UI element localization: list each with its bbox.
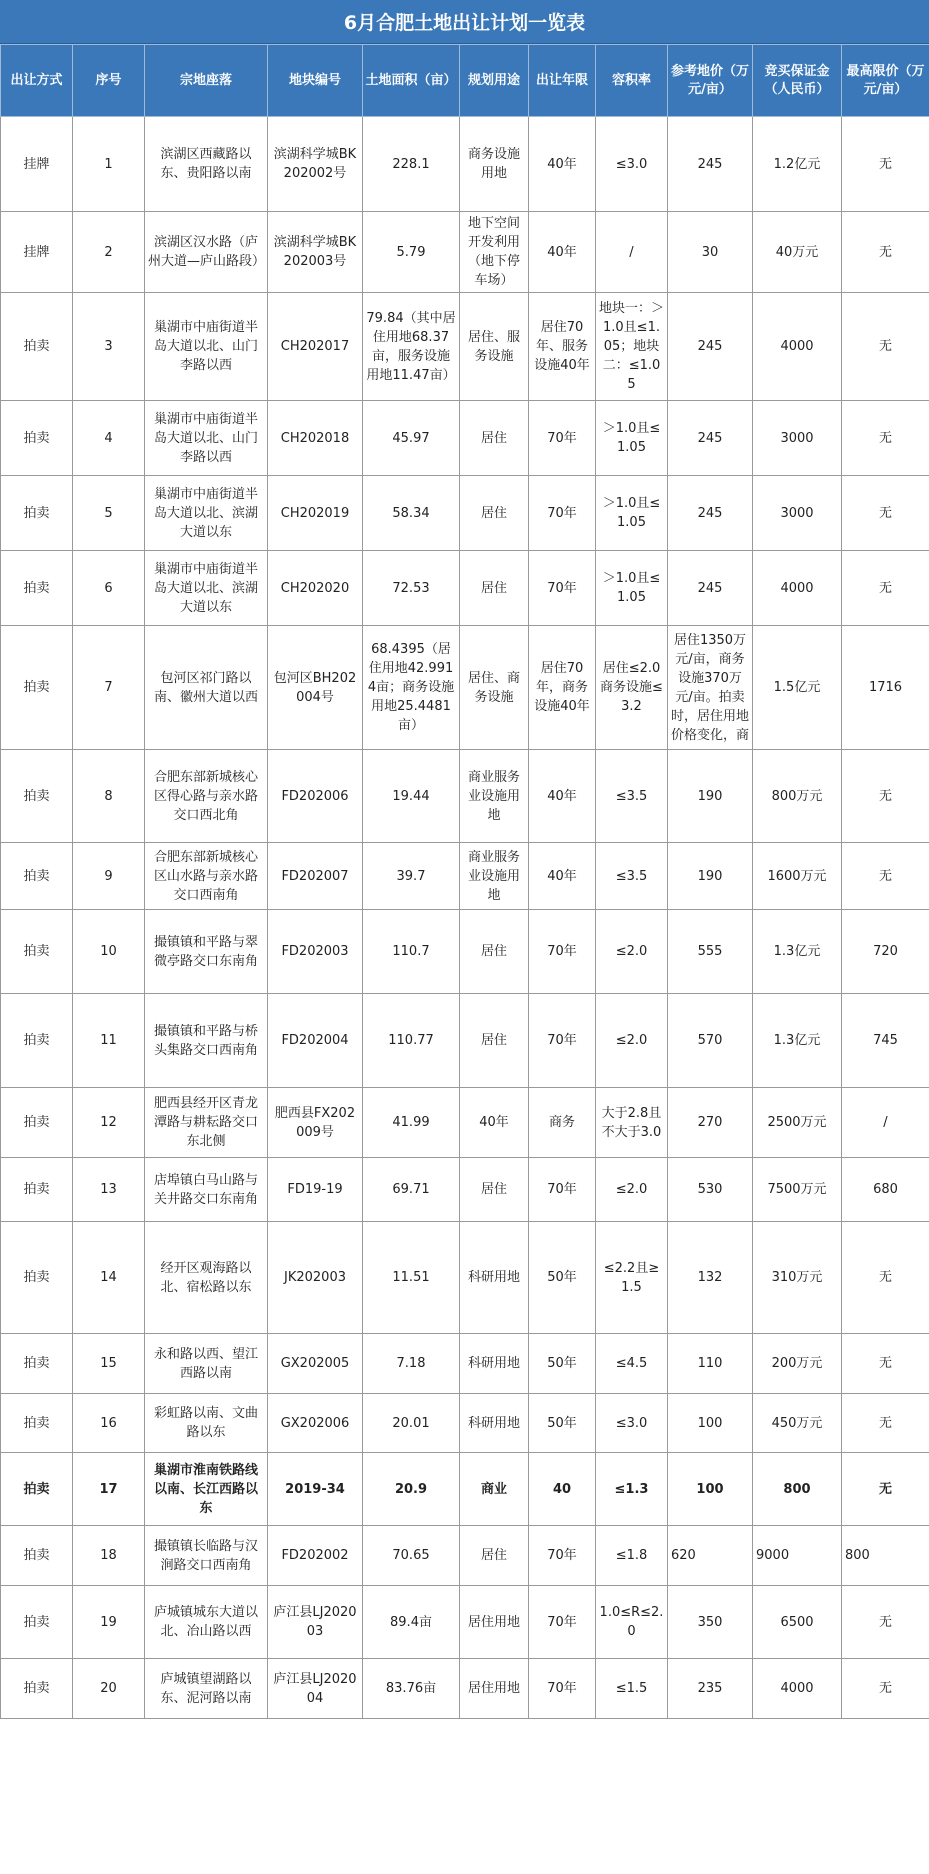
table-cell: ＞1.0且≤1.05 — [596, 401, 668, 476]
table-cell: 挂牌 — [1, 117, 73, 212]
table-cell: 20.9 — [363, 1453, 460, 1526]
table-cell: 20 — [73, 1659, 145, 1719]
table-cell: 39.7 — [363, 843, 460, 910]
table-cell: 800万元 — [753, 750, 842, 843]
table-cell: 530 — [668, 1158, 753, 1222]
table-cell: 7 — [73, 626, 145, 750]
col-header: 序号 — [73, 45, 145, 117]
table-cell: ≤3.5 — [596, 843, 668, 910]
table-cell: 41.99 — [363, 1088, 460, 1158]
table-cell: 巢湖市中庙街道半岛大道以北、滨湖大道以东 — [145, 551, 268, 626]
table-cell: 110 — [668, 1334, 753, 1394]
table-row — [1, 626, 929, 750]
table-cell: 11 — [73, 994, 145, 1088]
table-row — [1, 476, 929, 551]
table-cell: 无 — [842, 117, 929, 212]
table-cell: 110.7 — [363, 910, 460, 994]
table-cell: 地下空间开发利用（地下停车场） — [460, 212, 529, 293]
table-cell: 245 — [668, 551, 753, 626]
table-cell: 科研用地 — [460, 1334, 529, 1394]
table-cell: 经开区观海路以北、宿松路以东 — [145, 1222, 268, 1334]
table-cell: 居住、服务设施 — [460, 293, 529, 401]
table-cell: 16 — [73, 1394, 145, 1453]
table-row — [1, 1158, 929, 1222]
table-cell: 70年 — [529, 1659, 596, 1719]
table-cell: 4 — [73, 401, 145, 476]
col-header: 规划用途 — [460, 45, 529, 117]
table-cell: 70年 — [529, 476, 596, 551]
table-cell: 3000 — [753, 401, 842, 476]
table-row — [1, 212, 929, 293]
table-cell: 72.53 — [363, 551, 460, 626]
table-row — [1, 994, 929, 1088]
table-cell: 无 — [842, 843, 929, 910]
table-cell: FD202003 — [268, 910, 363, 994]
table-cell: 270 — [668, 1088, 753, 1158]
table-cell: 拍卖 — [1, 401, 73, 476]
table-cell: 肥西县经开区青龙潭路与耕耘路交口东北侧 — [145, 1088, 268, 1158]
table-cell: 50年 — [529, 1334, 596, 1394]
table-cell: 13 — [73, 1158, 145, 1222]
table-cell: 680 — [842, 1158, 929, 1222]
table-cell: 1.0≤R≤2.0 — [596, 1586, 668, 1659]
table-cell: 132 — [668, 1222, 753, 1334]
table-cell: 800 — [753, 1453, 842, 1526]
table-cell: 滨湖区西藏路以东、贵阳路以南 — [145, 117, 268, 212]
table-cell: 7500万元 — [753, 1158, 842, 1222]
table-row — [1, 1453, 929, 1526]
table-cell: 70年 — [529, 1526, 596, 1586]
table-cell: 居住、商务设施 — [460, 626, 529, 750]
table-cell: 620 — [668, 1526, 753, 1586]
table-cell: 无 — [842, 551, 929, 626]
table-cell: 70.65 — [363, 1526, 460, 1586]
table-row — [1, 551, 929, 626]
table-cell: 居住 — [460, 994, 529, 1088]
table-cell: 永和路以西、望江西路以南 — [145, 1334, 268, 1394]
table-cell: 50年 — [529, 1394, 596, 1453]
table-cell: ≤2.0 — [596, 994, 668, 1088]
table-cell: 拍卖 — [1, 750, 73, 843]
table-cell: 70年 — [529, 401, 596, 476]
table-cell: 70年 — [529, 994, 596, 1088]
table-cell: 撮镇镇长临路与汉涧路交口西南角 — [145, 1526, 268, 1586]
table-cell: 4000 — [753, 551, 842, 626]
table-cell: 无 — [842, 1659, 929, 1719]
col-header: 参考地价（万元/亩） — [668, 45, 753, 117]
table-cell: 15 — [73, 1334, 145, 1394]
table-row — [1, 117, 929, 212]
table-cell: 合肥东部新城核心区山水路与亲水路交口西南角 — [145, 843, 268, 910]
col-header: 最高限价（万元/亩） — [842, 45, 929, 117]
table-cell: 11.51 — [363, 1222, 460, 1334]
table-cell: 83.76亩 — [363, 1659, 460, 1719]
table-cell: 居住 — [460, 476, 529, 551]
table-cell: 挂牌 — [1, 212, 73, 293]
table-cell: 3 — [73, 293, 145, 401]
table-cell: 居住 — [460, 910, 529, 994]
table-cell: 无 — [842, 293, 929, 401]
table-cell: 70年 — [529, 910, 596, 994]
table-cell: 巢湖市中庙街道半岛大道以北、山门李路以西 — [145, 293, 268, 401]
table-cell: CH202019 — [268, 476, 363, 551]
table-cell: 庐城镇望湖路以东、泥河路以南 — [145, 1659, 268, 1719]
table-row — [1, 1334, 929, 1394]
table-cell: 居住 — [460, 551, 529, 626]
table-cell: 无 — [842, 212, 929, 293]
table-cell: ≤3.0 — [596, 117, 668, 212]
table-cell: 居住1350万元/亩，商务设施370万元/亩。拍卖时，居住用地价格变化，商 — [668, 626, 753, 750]
table-cell: 1.2亿元 — [753, 117, 842, 212]
col-header: 土地面积（亩） — [363, 45, 460, 117]
table-cell: 350 — [668, 1586, 753, 1659]
table-cell: 310万元 — [753, 1222, 842, 1334]
table-row — [1, 1088, 929, 1158]
table-cell: 拍卖 — [1, 1222, 73, 1334]
table-cell: 10 — [73, 910, 145, 994]
table-cell: 拍卖 — [1, 1659, 73, 1719]
table-cell: ≤2.0 — [596, 910, 668, 994]
table-cell: 居住70年，商务设施40年 — [529, 626, 596, 750]
table-cell: ＞1.0且≤1.05 — [596, 551, 668, 626]
table-cell: 2 — [73, 212, 145, 293]
table-cell: 40年 — [529, 117, 596, 212]
table-cell: 5 — [73, 476, 145, 551]
table-cell: GX202005 — [268, 1334, 363, 1394]
table-cell: 无 — [842, 476, 929, 551]
table-cell: 拍卖 — [1, 476, 73, 551]
table-cell: 110.77 — [363, 994, 460, 1088]
col-header: 容积率 — [596, 45, 668, 117]
table-cell: 17 — [73, 1453, 145, 1526]
table-cell: 5.79 — [363, 212, 460, 293]
table-cell: FD19-19 — [268, 1158, 363, 1222]
table-cell: 555 — [668, 910, 753, 994]
table-cell: 居住 — [460, 1158, 529, 1222]
table-cell: 拍卖 — [1, 843, 73, 910]
table-cell: 450万元 — [753, 1394, 842, 1453]
table-cell: 40年 — [529, 843, 596, 910]
table-cell: 商务设施用地 — [460, 117, 529, 212]
table-cell: 70年 — [529, 1158, 596, 1222]
table-row — [1, 910, 929, 994]
table-cell: 4000 — [753, 293, 842, 401]
table-row — [1, 843, 929, 910]
table-cell: 居住用地 — [460, 1586, 529, 1659]
table-cell: 滨湖科学城BK202002号 — [268, 117, 363, 212]
table-cell: 大于2.8且不大于3.0 — [596, 1088, 668, 1158]
table-cell: ≤2.0 — [596, 1158, 668, 1222]
table-row — [1, 1586, 929, 1659]
table-cell: 巢湖市淮南铁路线以南、长江西路以东 — [145, 1453, 268, 1526]
table-cell: ≤3.5 — [596, 750, 668, 843]
table-cell: 40 — [529, 1453, 596, 1526]
table-cell: ≤3.0 — [596, 1394, 668, 1453]
table-cell: 9000 — [753, 1526, 842, 1586]
table-cell: 拍卖 — [1, 910, 73, 994]
table-row — [1, 1659, 929, 1719]
table-cell: 235 — [668, 1659, 753, 1719]
table-cell: 18 — [73, 1526, 145, 1586]
table-cell: 商务 — [529, 1088, 596, 1158]
table-cell: 滨湖区汉水路（庐州大道—庐山路段） — [145, 212, 268, 293]
table-cell: 拍卖 — [1, 1158, 73, 1222]
table-cell: 245 — [668, 476, 753, 551]
table-cell: 1.3亿元 — [753, 910, 842, 994]
table-cell: 19.44 — [363, 750, 460, 843]
table-cell: JK202003 — [268, 1222, 363, 1334]
table-cell: ≤1.8 — [596, 1526, 668, 1586]
table-cell: 拍卖 — [1, 293, 73, 401]
table-cell: 居住 — [460, 1526, 529, 1586]
table-cell: FD202002 — [268, 1526, 363, 1586]
table-cell: / — [842, 1088, 929, 1158]
table-cell: ＞1.0且≤1.05 — [596, 476, 668, 551]
table-cell: 撮镇镇和平路与桥头集路交口西南角 — [145, 994, 268, 1088]
table-cell: CH202017 — [268, 293, 363, 401]
table-cell: 570 — [668, 994, 753, 1088]
table-cell: 无 — [842, 1586, 929, 1659]
table-cell: 拍卖 — [1, 1526, 73, 1586]
table-cell: 拍卖 — [1, 1453, 73, 1526]
table-cell: CH202018 — [268, 401, 363, 476]
col-header: 出让方式 — [1, 45, 73, 117]
table-cell: 190 — [668, 843, 753, 910]
table-cell: 居住用地 — [460, 1659, 529, 1719]
table-cell: 商业服务业设施用地 — [460, 843, 529, 910]
table-cell: 包河区祁门路以南、徽州大道以西 — [145, 626, 268, 750]
table-cell: 居住≤2.0商务设施≤3.2 — [596, 626, 668, 750]
table-cell: 745 — [842, 994, 929, 1088]
table-cell: 拍卖 — [1, 551, 73, 626]
col-header: 地块编号 — [268, 45, 363, 117]
header-row — [1, 45, 929, 117]
table-cell: 商业服务业设施用地 — [460, 750, 529, 843]
land-table — [0, 44, 929, 1719]
table-cell: 商业 — [460, 1453, 529, 1526]
page-title: 6月合肥土地出让计划一览表 — [0, 0, 929, 44]
table-cell: 拍卖 — [1, 994, 73, 1088]
table-cell: 245 — [668, 293, 753, 401]
table-row — [1, 1526, 929, 1586]
table-cell: 合肥东部新城核心区得心路与亲水路交口西北角 — [145, 750, 268, 843]
table-cell: 3000 — [753, 476, 842, 551]
table-cell: 69.71 — [363, 1158, 460, 1222]
table-cell: ≤1.3 — [596, 1453, 668, 1526]
table-cell: 79.84（其中居住用地68.37亩，服务设施用地11.47亩） — [363, 293, 460, 401]
table-cell: 拍卖 — [1, 1088, 73, 1158]
table-cell: 100 — [668, 1453, 753, 1526]
table-cell: 245 — [668, 401, 753, 476]
table-cell: 无 — [842, 401, 929, 476]
table-cell: 庐江县LJ202004 — [268, 1659, 363, 1719]
col-header: 出让年限 — [529, 45, 596, 117]
table-cell: 无 — [842, 750, 929, 843]
table-cell: 1.3亿元 — [753, 994, 842, 1088]
table-cell: ≤4.5 — [596, 1334, 668, 1394]
col-header: 竞买保证金（人民币） — [753, 45, 842, 117]
table-cell: 居住70年、服务设施40年 — [529, 293, 596, 401]
table-cell: FD202004 — [268, 994, 363, 1088]
table-cell: FD202007 — [268, 843, 363, 910]
table-cell: 无 — [842, 1334, 929, 1394]
table-cell: 40万元 — [753, 212, 842, 293]
table-cell: 12 — [73, 1088, 145, 1158]
table-cell: 7.18 — [363, 1334, 460, 1394]
table-cell: 20.01 — [363, 1394, 460, 1453]
table-cell: 1.5亿元 — [753, 626, 842, 750]
table-cell: GX202006 — [268, 1394, 363, 1453]
table-cell: 6 — [73, 551, 145, 626]
table-cell: 8 — [73, 750, 145, 843]
table-cell: 720 — [842, 910, 929, 994]
table-cell: 800 — [842, 1526, 929, 1586]
table-cell: 2500万元 — [753, 1088, 842, 1158]
table-cell: 巢湖市中庙街道半岛大道以北、山门李路以西 — [145, 401, 268, 476]
table-cell: 地块一：＞1.0且≤1.05；地块二：≤1.05 — [596, 293, 668, 401]
table-cell: 1600万元 — [753, 843, 842, 910]
table-cell: 19 — [73, 1586, 145, 1659]
table-cell: 居住 — [460, 401, 529, 476]
table-cell: 70年 — [529, 1586, 596, 1659]
table-cell: 200万元 — [753, 1334, 842, 1394]
table-cell: 庐城镇城东大道以北、冶山路以西 — [145, 1586, 268, 1659]
table-cell: 1 — [73, 117, 145, 212]
table-cell: 无 — [842, 1453, 929, 1526]
table-cell: 6500 — [753, 1586, 842, 1659]
table-cell: 70年 — [529, 551, 596, 626]
table-row — [1, 1394, 929, 1453]
table-cell: 拍卖 — [1, 1334, 73, 1394]
table-row — [1, 1222, 929, 1334]
table-cell: 30 — [668, 212, 753, 293]
table-cell: 拍卖 — [1, 1586, 73, 1659]
table-cell: 2019-34 — [268, 1453, 363, 1526]
table-cell: 无 — [842, 1222, 929, 1334]
table-cell: ≤1.5 — [596, 1659, 668, 1719]
table-cell: 撮镇镇和平路与翠微亭路交口东南角 — [145, 910, 268, 994]
table-cell: 4000 — [753, 1659, 842, 1719]
table-cell: 68.4395（居住用地42.9914亩；商务设施用地25.4481亩） — [363, 626, 460, 750]
table-cell: 无 — [842, 1394, 929, 1453]
table-cell: FD202006 — [268, 750, 363, 843]
table-cell: 拍卖 — [1, 626, 73, 750]
table-row — [1, 401, 929, 476]
table-cell: 9 — [73, 843, 145, 910]
table-cell: 拍卖 — [1, 1394, 73, 1453]
table-cell: 100 — [668, 1394, 753, 1453]
table-cell: 45.97 — [363, 401, 460, 476]
table-cell: 228.1 — [363, 117, 460, 212]
table-cell: 科研用地 — [460, 1394, 529, 1453]
table-cell: 89.4亩 — [363, 1586, 460, 1659]
table-cell: 245 — [668, 117, 753, 212]
table-row — [1, 293, 929, 401]
table-cell: CH202020 — [268, 551, 363, 626]
col-header: 宗地座落 — [145, 45, 268, 117]
table-cell: 巢湖市中庙街道半岛大道以北、滨湖大道以东 — [145, 476, 268, 551]
table-cell: 40年 — [529, 212, 596, 293]
table-cell: 滨湖科学城BK202003号 — [268, 212, 363, 293]
table-cell: 店埠镇白马山路与关井路交口东南角 — [145, 1158, 268, 1222]
table-cell: 40年 — [460, 1088, 529, 1158]
table-cell: 1716 — [842, 626, 929, 750]
table-cell: 40年 — [529, 750, 596, 843]
table-cell: 科研用地 — [460, 1222, 529, 1334]
table-cell: ≤2.2且≥1.5 — [596, 1222, 668, 1334]
table-cell: 190 — [668, 750, 753, 843]
table-cell: 58.34 — [363, 476, 460, 551]
table-cell: 50年 — [529, 1222, 596, 1334]
table-cell: 肥西县FX202009号 — [268, 1088, 363, 1158]
table-row — [1, 750, 929, 843]
table-cell: / — [596, 212, 668, 293]
table-cell: 彩虹路以南、文曲路以东 — [145, 1394, 268, 1453]
table-cell: 14 — [73, 1222, 145, 1334]
table-cell: 庐江县LJ202003 — [268, 1586, 363, 1659]
table-cell: 包河区BH202004号 — [268, 626, 363, 750]
